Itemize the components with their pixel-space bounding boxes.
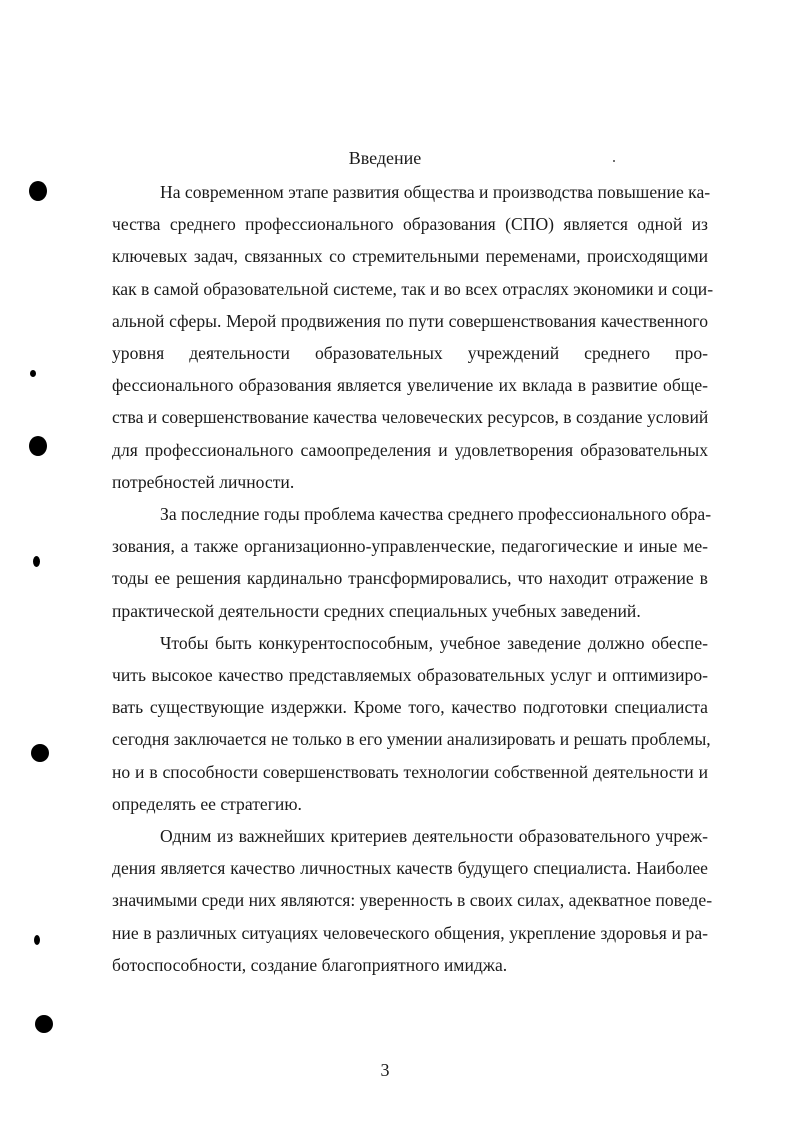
text-line: ние в различных ситуациях человеческого общения, укрепление здоровья и ра- [112, 922, 708, 943]
text-line: ства и совершенствование качества человеческих ресурсов, в создание условий [112, 407, 709, 428]
text-line: уровня деятельности образовательных учреждений среднего про- [112, 343, 708, 364]
punch-hole-1 [29, 181, 47, 201]
text-line: тоды ее решения кардинально трансформировались, что находит отражение в [112, 568, 708, 589]
text-line: фессионального образования является увеличение их вклада в развитие обще- [112, 375, 708, 396]
text-line: чества среднего профессионального образования (СПО) является одной из [112, 214, 708, 235]
text-line: ключевых задач, связанных со стремительными переменами, происходящими [112, 246, 708, 267]
punch-hole-2 [30, 370, 36, 377]
text-line: дения является качество личностных качеств будущего специалиста. Наиболее [112, 858, 708, 879]
text-line: чить высокое качество представляемых образовательных услуг и оптимизиро- [112, 665, 708, 686]
document-body [64, 176, 714, 981]
punch-hole-7 [35, 1015, 53, 1033]
text-line: зования, а также организационно-управленческие, педагогические и иные ме- [112, 536, 708, 557]
text-line: сегодня заключается не только в его умении анализировать и решать проблемы, [112, 729, 711, 750]
punch-hole-4 [33, 556, 40, 567]
text-line: ботоспособности, создание благоприятного имиджа. [112, 954, 508, 975]
punch-hole-3 [29, 436, 47, 456]
paragraph [64, 627, 711, 820]
text-line: значимыми среди них являются: уверенность в своих силах, адекватное поведе- [112, 890, 713, 911]
text-line: вать существующие издержки. Кроме того, качество подготовки специалиста [112, 697, 708, 718]
punch-hole-5 [31, 744, 49, 762]
text-line: практической деятельности средних специальных учебных заведений. [112, 600, 641, 621]
paragraph [64, 820, 713, 981]
text-line: как в самой образовательной системе, так и во всех отраслях экономики и соци- [112, 278, 714, 299]
text-line: для профессионального самоопределения и удовлетворения образовательных [112, 439, 708, 460]
paragraph [64, 498, 712, 627]
paragraph [64, 176, 714, 498]
text-line: альной сферы. Мерой продвижения по пути совершенствования качественного [112, 310, 708, 331]
page-title: Введение [348, 148, 422, 168]
punch-hole-6 [34, 935, 40, 945]
page-number: 3 [380, 1060, 390, 1080]
text-line: Чтобы быть конкурентоспособным, учебное заведение должно обеспе- [160, 632, 708, 653]
text-line: На современном этапе развития общества и производства повышение ка- [160, 182, 711, 202]
text-line: определять ее стратегию. [112, 793, 302, 814]
text-line: За последние годы проблема качества среднего профессионального обра- [160, 504, 712, 525]
text-line: но и в способности совершенствовать технологии собственной деятельности и [112, 761, 708, 782]
text-line: Одним из важнейших критериев деятельности образовательного учреж- [160, 826, 708, 847]
text-line: потребностей личности. [112, 471, 295, 492]
